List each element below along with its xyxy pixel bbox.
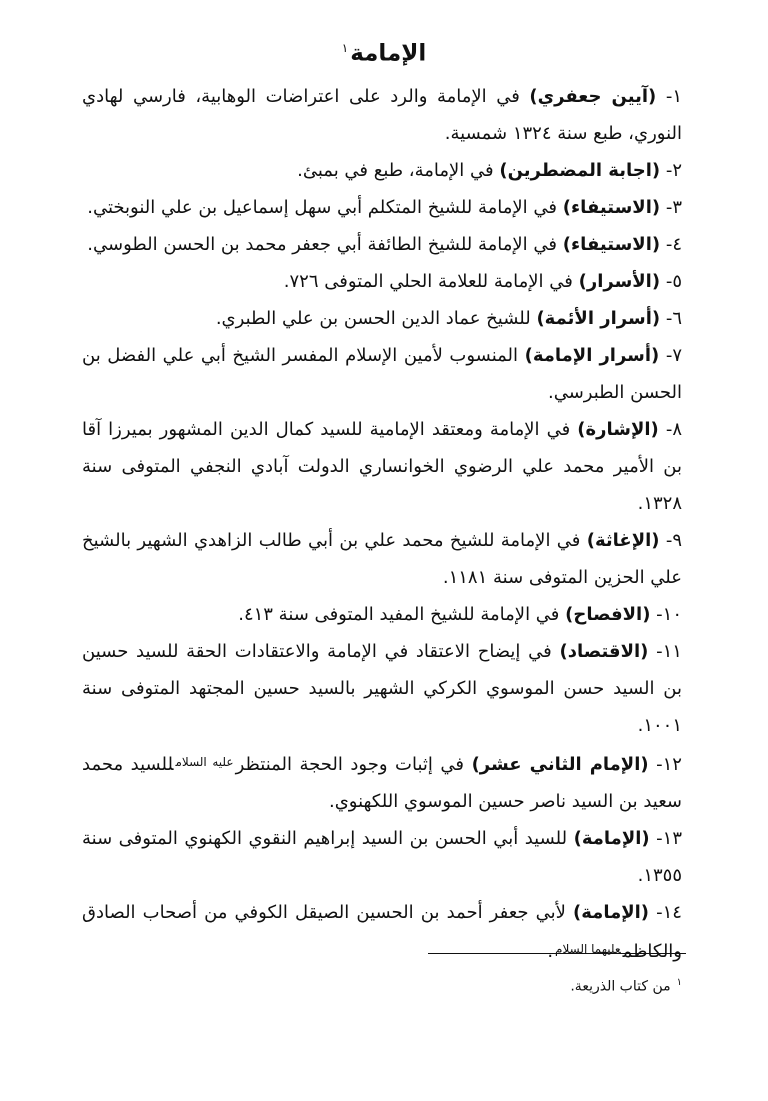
footnote-reference-mark: ١ — [341, 41, 349, 55]
entry-title: (أسرار الإمامة) — [524, 345, 660, 366]
entry-number: ٣- — [665, 197, 682, 218]
entry-number: ١١- — [656, 641, 682, 662]
entry-description: في الإمامة للشيخ المفيد المتوفى سنة ٤١٣. — [238, 604, 560, 625]
list-item — [82, 894, 682, 970]
entry-title: (أسرار الأئمة) — [536, 308, 661, 329]
list-item — [82, 337, 682, 411]
entry-description: في إثبات وجود الحجة المنتظر — [235, 754, 465, 775]
entry-number: ١٠- — [656, 604, 682, 625]
entry-description: في الإمامة للشيخ محمد علي بن أبي طالب الزاهدي الشهير بالشيخ علي الحزين المتوفى سنة ١١٨١. — [82, 530, 682, 588]
entry-description-continued: . — [547, 941, 554, 962]
honorific-glyph: عليهما السلام — [555, 942, 621, 956]
entry-description: في الإمامة، طبع في بمبئ. — [297, 160, 494, 181]
footnote-text: من كتاب الذريعة. — [570, 978, 671, 995]
entry-title: (الإشارة) — [577, 419, 659, 440]
entry-title: (الإمامة) — [573, 902, 650, 923]
list-item — [82, 820, 682, 894]
footnote — [570, 972, 682, 998]
entry-title: (الإمام الثاني عشر) — [471, 754, 649, 775]
honorific-glyph: عليه السلام — [175, 755, 234, 769]
list-item — [82, 633, 682, 744]
entry-description: المنسوب لأمين الإسلام المفسر الشيخ أبي علي الفضل بن الحسن الطبرسي. — [82, 345, 682, 403]
entry-number: ٩- — [665, 530, 683, 551]
entry-description-continued: للسيد محمد سعيد بن السيد ناصر حسين الموسوي اللكهنوي. — [82, 754, 682, 812]
entry-title: (الاستيفاء) — [562, 197, 661, 218]
entry-number: ٥- — [665, 271, 682, 292]
entry-description: في إيضاح الاعتقاد في الإمامة والاعتقادات الحقة للسيد حسين بن السيد حسن الموسوي الكركي الشهير بالسيد حسين المجتهد المتوفى سنة ١٠٠١. — [82, 641, 682, 736]
list-item — [82, 411, 682, 522]
entry-description: في الإمامة والرد على اعتراضات الوهابية، فارسي لهادي النوري، طبع سنة ١٣٢٤ شمسية. — [82, 86, 682, 144]
entry-number: ٧- — [665, 345, 682, 366]
entry-description: لأبي جعفر أحمد بن الحسين الصيقل الكوفي من أصحاب الصادق والكاظم — [82, 902, 682, 962]
entry-description: للشيخ عماد الدين الحسن بن علي الطبري. — [215, 308, 531, 329]
list-item — [82, 522, 682, 596]
entry-title: (اجابة المضطرين) — [499, 160, 661, 181]
entry-title: (آيين جعفري) — [529, 86, 657, 107]
entry-number: ١٤- — [656, 902, 682, 923]
entry-title: (الاقتصاد) — [559, 641, 649, 662]
list-item — [82, 263, 682, 300]
entry-title: (الافصاح) — [565, 604, 651, 625]
list-item — [82, 596, 682, 633]
list-item — [82, 226, 682, 263]
entry-title: (الإمامة) — [573, 828, 650, 849]
entry-description: للسيد أبي الحسن بن السيد إبراهيم النقوي الكهنوي المتوفى سنة ١٣٥٥. — [82, 828, 682, 886]
list-item — [82, 744, 682, 820]
list-item — [82, 189, 682, 226]
bibliography-list — [82, 78, 682, 970]
entry-title: (الأسرار) — [578, 271, 661, 292]
footnote-separator — [428, 953, 686, 954]
entry-number: ٤- — [665, 234, 682, 255]
entry-number: ٨- — [665, 419, 682, 440]
entry-title: (الاستيفاء) — [562, 234, 661, 255]
footnote-mark: ١ — [676, 977, 682, 988]
list-item — [82, 300, 682, 337]
entry-description: في الإمامة للشيخ المتكلم أبي سهل إسماعيل بن علي النوبختي. — [87, 197, 558, 218]
entry-number: ٢- — [665, 160, 682, 181]
entry-description: في الإمامة للعلامة الحلي المتوفى ٧٢٦. — [283, 271, 573, 292]
entry-number: ٦- — [665, 308, 682, 329]
page-title — [0, 30, 768, 72]
entry-description: في الإمامة للشيخ الطائفة أبي جعفر محمد بن الحسن الطوسي. — [87, 234, 558, 255]
entry-description: في الإمامة ومعتقد الإمامية للسيد كمال الدين المشهور بميرزا آقا بن الأمير محمد علي الرضوي الخوانساري الدولت آبادي النجفي المتوفى سنة ١٣٢٨. — [82, 419, 682, 514]
entry-number: ١٣- — [656, 828, 682, 849]
entry-number: ١- — [665, 86, 682, 107]
entry-number: ١٢- — [656, 754, 682, 775]
list-item — [82, 152, 682, 189]
entry-title: (الإغاثة) — [586, 530, 660, 551]
page-title-text: الإمامة — [350, 40, 427, 67]
list-item — [82, 78, 682, 152]
